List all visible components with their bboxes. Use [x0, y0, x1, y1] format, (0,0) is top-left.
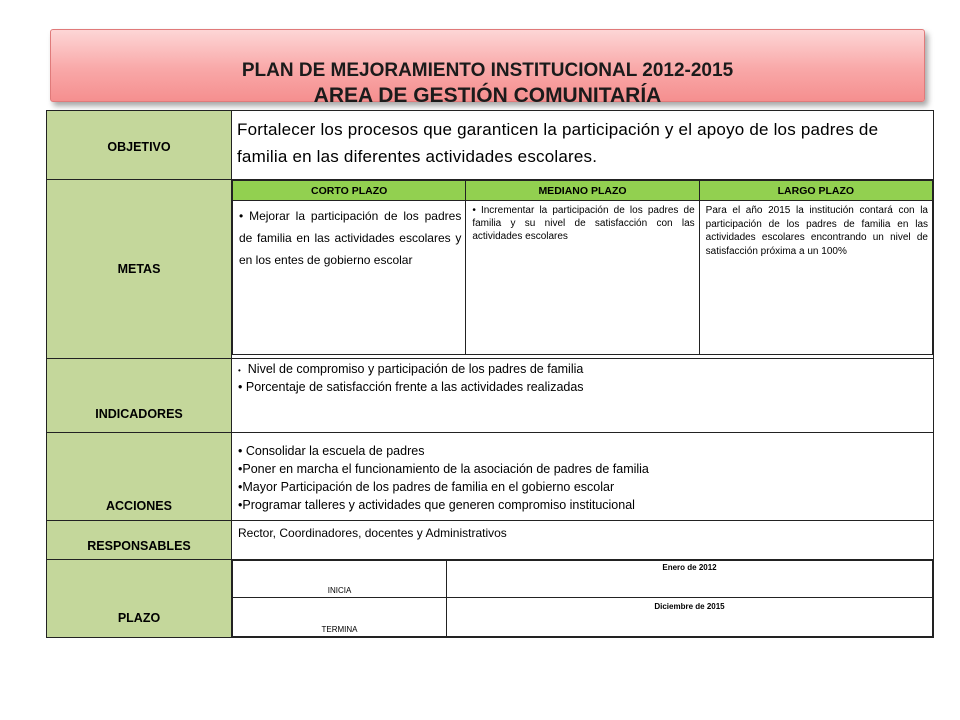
title-banner [50, 29, 925, 107]
plazo-subtable [232, 560, 933, 637]
responsables-label-cell [47, 521, 232, 560]
plazo-cell [232, 560, 934, 638]
accion-item: •Mayor Participación de los padres de familia en el gobierno escolar [238, 480, 615, 494]
indicadores-label: INDICADORES [95, 407, 183, 421]
header-mediano-plazo: MEDIANO PLAZO [466, 181, 699, 201]
header-corto-plazo: CORTO PLAZO [233, 181, 466, 201]
meta-corto: • Mejorar la participación de los padres de familia en las actividades escolares y en los entes de gobierno escolar [239, 209, 462, 267]
responsables-text: Rector, Coordinadores, docentes y Administrativos [238, 526, 507, 540]
responsables-cell [232, 521, 934, 560]
plazo-label-cell [47, 560, 232, 638]
inicia-label: INICIA [233, 561, 447, 598]
indicadores-label-cell [47, 359, 232, 433]
inicia-value: Enero de 2012 [447, 561, 933, 598]
header-largo-plazo: LARGO PLAZO [699, 181, 932, 201]
plan-table [46, 110, 934, 638]
title-line-2: AREA DE GESTIÓN COMUNITARÍA [313, 84, 662, 107]
objetivo-text: Fortalecer los procesos que garanticen la participación y el apoyo de los padres de familia en las diferentes actividades escolares. [237, 120, 879, 166]
acciones-cell [232, 433, 934, 521]
meta-largo: Para el año 2015 la institución contará con la participación de los padres de familia en las actividades escolares encontrando un nivel de satisfacción próxima a un 100% [705, 205, 928, 257]
accion-item: •Poner en marcha el funcionamiento de la asociación de padres de familia [238, 462, 649, 476]
objetivo-label-cell [47, 111, 232, 180]
indicadores-list [232, 359, 933, 396]
meta-corto-cell [233, 201, 466, 355]
indicador-item: • Nivel de compromiso y participación de los padres de familia [238, 362, 584, 376]
indicadores-cell [232, 359, 934, 433]
acciones-list [232, 433, 933, 514]
acciones-label-cell [47, 433, 232, 521]
accion-item: • Consolidar la escuela de padres [238, 444, 425, 458]
accion-item: •Programar talleres y actividades que generen compromiso institucional [238, 498, 635, 512]
title-line-1: PLAN DE MEJORAMIENTO INSTITUCIONAL 2012-2015 [241, 60, 734, 81]
acciones-label: ACCIONES [106, 499, 172, 513]
meta-corto-text: Mejorar la participación de los padres de familia en las actividades escolares y en los entes de gobierno escolar [239, 209, 462, 267]
responsables-label: RESPONSABLES [87, 539, 191, 553]
objetivo-cell [232, 111, 934, 180]
meta-mediano: • Incrementar la participación de los padres de familia y su nivel de satisfacción con las actividades escolares [472, 205, 695, 242]
metas-label: METAS [117, 262, 161, 276]
termina-label: TERMINA [233, 598, 447, 637]
plazo-label: PLAZO [117, 611, 161, 625]
termina-value: Diciembre de 2015 [447, 598, 933, 637]
meta-mediano-text: Incrementar la participación de los padres de familia y su nivel de satisfacción con las actividades escolares [472, 205, 695, 242]
metas-subtable [232, 180, 933, 355]
metas-cell [232, 180, 934, 359]
indicador-item: • Porcentaje de satisfacción frente a las actividades realizadas [238, 380, 584, 394]
objetivo-label: OBJETIVO [107, 140, 171, 154]
meta-largo-cell [699, 201, 932, 355]
meta-mediano-cell [466, 201, 699, 355]
metas-label-cell [47, 180, 232, 359]
